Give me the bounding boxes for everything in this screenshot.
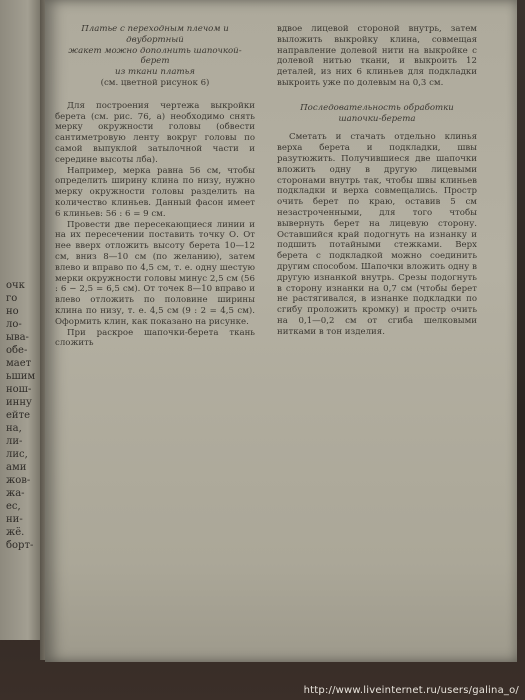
paragraph-1: Для построения чертежа выкройки берета (см. рис. 76, а) необходимо снять мерку окружности головы (обвести сантиметровую ленту вокруг головы по самой выпуклой затылочной части и середине высоты лба).	[55, 100, 255, 165]
heading-line-2: шапочки-берета	[338, 113, 416, 124]
heading-line-1: Последовательность обработки	[300, 102, 454, 113]
left-page-fragment: на,	[6, 423, 22, 434]
left-page-fragment: ли-	[6, 436, 23, 447]
left-page-fragment: ыва-	[6, 332, 29, 343]
intro-line-1: Платье с переходным плечом и двубортный	[81, 24, 229, 45]
left-page-fragment: ьшим	[6, 371, 36, 382]
right-paragraph-top: вдвое лицевой стороной внутрь, затем выложить выкройку клина, совмещая направление долевой нити на выкройке с долевой нитью ткани, и выкроить 12 деталей, из них 6 клиньев для подкладки выкроить уже по долевым на 0,3 см.	[277, 24, 477, 88]
intro-line-3: из ткани платья	[115, 67, 195, 78]
paragraph-4: При раскрое шапочки-берета ткань сложить	[55, 327, 255, 349]
left-page-fragment: ес,	[6, 501, 21, 512]
left-page-fragment: жё.	[6, 527, 25, 538]
left-page-fragment: жа-	[6, 488, 25, 499]
left-page-fragment: очк	[6, 280, 25, 291]
section-heading	[277, 103, 477, 125]
left-page-fragment: обе-	[6, 345, 28, 356]
left-page-fragment: го	[6, 293, 18, 304]
paragraph-3: Провести две пересекающиеся линии и на их пересечении поставить точку О. От нее вверх отложить высоту берета 10—12 см, вниз 8—10 см (по желанию), затем влево и вправо по 4,5 см, т. е. одну шестую мерки окружности головы минус 2,5 см (56 : 6 − 2,5 = 6,5 см). От точек 8—10 вправо и влево отложить по половине ширины клина по низу, т. е. 4,5 см (9 : 2 = 4,5 см). Оформить клин, как показано на рисунке.	[55, 219, 255, 327]
left-page-fragment: ами	[6, 462, 27, 473]
left-page-fragment: ейте	[6, 410, 31, 421]
right-paragraph-1: Сметать и стачать отдельно клинья верха берета и подкладки, швы разутюжить. Получившиеся две шапочки вложить одну в другую лицевыми сторонами внутрь так, чтобы швы клиньев подкладки и верха совмещались. Простр очить берет по краю, оставив 5 см незастроченными, для того чтобы вывернуть берет на лицевую сторону. Оставшийся край подогнуть на изнанку и подшить потайными стежками. Верх берета с подкладкой можно соединить другим способом. Шапочки вложить одну в другую изнанкой внутрь. Срезы подогнуть в сторону изнанки на 0,7 см (чтобы берет не растягивался, в изнанке подкладки по сгибу проложить кромку) и простр очить на 0,1—0,2 см от сгиба шелковыми нитками в тон изделия.	[277, 132, 477, 337]
left-page-fragment: мает	[6, 358, 32, 369]
right-column	[277, 24, 477, 338]
left-column	[55, 24, 255, 349]
left-page-fragment: но	[6, 306, 19, 317]
paragraph-2: Например, мерка равна 56 см, чтобы определить ширину клина по низу, нужно мерку окружности головы разделить на количество клиньев. Данный фасон имеет 6 клиньев: 56 : 6 = 9 см.	[55, 165, 255, 219]
book-page	[45, 0, 517, 662]
left-page-fragment: лис,	[6, 449, 28, 460]
figure-reference: (см. цветной рисунок 6)	[100, 77, 210, 88]
left-page-fragment: ло-	[6, 319, 22, 330]
left-page-fragment: нош-	[6, 384, 32, 395]
left-page-edge	[0, 0, 41, 640]
watermark-url[interactable]: http://www.liveinternet.ru/users/galina_o/	[303, 685, 519, 696]
left-page-fragment: ни-	[6, 514, 23, 525]
intro-line-2: жакет можно дополнить шапочкой-берет	[68, 45, 242, 67]
left-page-fragment: инну	[6, 397, 32, 408]
left-page-fragment: жов-	[6, 475, 31, 486]
left-page-fragment: борт-	[6, 540, 34, 551]
